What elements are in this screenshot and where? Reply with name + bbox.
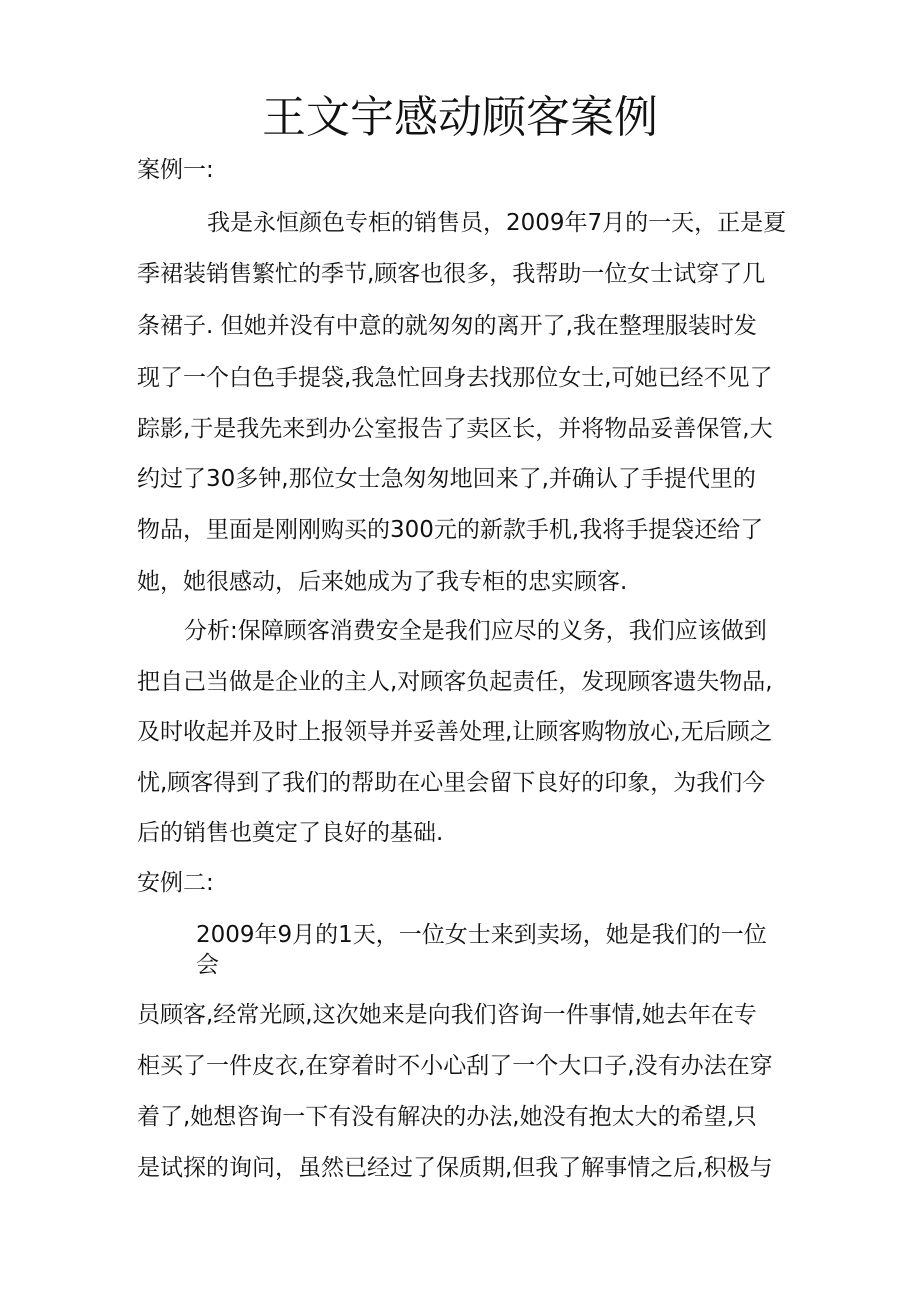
paragraph-line: 会: [196, 952, 219, 978]
analysis-line: 后的销售也奠定了良好的基础.: [137, 820, 444, 846]
document-title: 王文宇感动顾客案例: [262, 92, 658, 143]
case2-heading: 安例二:: [137, 870, 214, 896]
paragraph-line: 物品，里面是刚刚购买的300元的新款手机,我将手提袋还给了: [137, 517, 764, 543]
paragraph-line: 是试探的询问，虽然已经过了保质期,但我了解事情之后,积极与: [137, 1155, 773, 1181]
paragraph-line: 着了,她想咨询一下有没有解决的办法,她没有抱太大的希望,只: [137, 1104, 757, 1130]
case1-heading: 案例一:: [137, 157, 214, 183]
paragraph-line: 我是永恒颜色专柜的销售员，2009年7月的一天，正是夏: [207, 210, 787, 236]
analysis-line: 把自己当做是企业的主人,对顾客负起责任，发现顾客遗失物品,: [137, 669, 773, 695]
paragraph-line: 员顾客,经常光顾,这次她来是向我们咨询一件事情,她去年在专: [137, 1002, 757, 1028]
paragraph-line: 约过了30多钟,那位女士急匆匆地回来了,并确认了手提代里的: [137, 466, 756, 492]
paragraph-line: 柜买了一件皮衣,在穿着时不小心刮了一个大口子,没有办法在穿: [137, 1053, 773, 1079]
paragraph-line: 条裙子. 但她并没有中意的就匆匆的离开了,我在整理服装时发: [137, 313, 757, 339]
analysis-line: 分析:保障顾客消费安全是我们应尽的义务，我们应该做到: [184, 618, 767, 644]
paragraph-line: 季裙装销售繁忙的季节,顾客也很多，我帮助一位女士试穿了几: [137, 261, 766, 287]
paragraph-line: 现了一个白色手提袋,我急忙回身去找那位女士,可她已经不见了: [137, 365, 773, 391]
paragraph-line: 她，她很感动，后来她成为了我专柜的忠实顾客.: [137, 569, 628, 595]
analysis-line: 及时收起并及时上报领导并妥善处理,让顾客购物放心,无后顾之: [137, 719, 773, 745]
paragraph-line: 2009年9月的1天，一位女士来到卖场，她是我们的一位: [196, 922, 767, 948]
paragraph-line: 踪影,于是我先来到办公室报告了卖区长，并将物品妥善保管,大: [137, 416, 773, 442]
analysis-line: 忧,顾客得到了我们的帮助在心里会留下良好的印象，为我们今: [137, 770, 766, 796]
